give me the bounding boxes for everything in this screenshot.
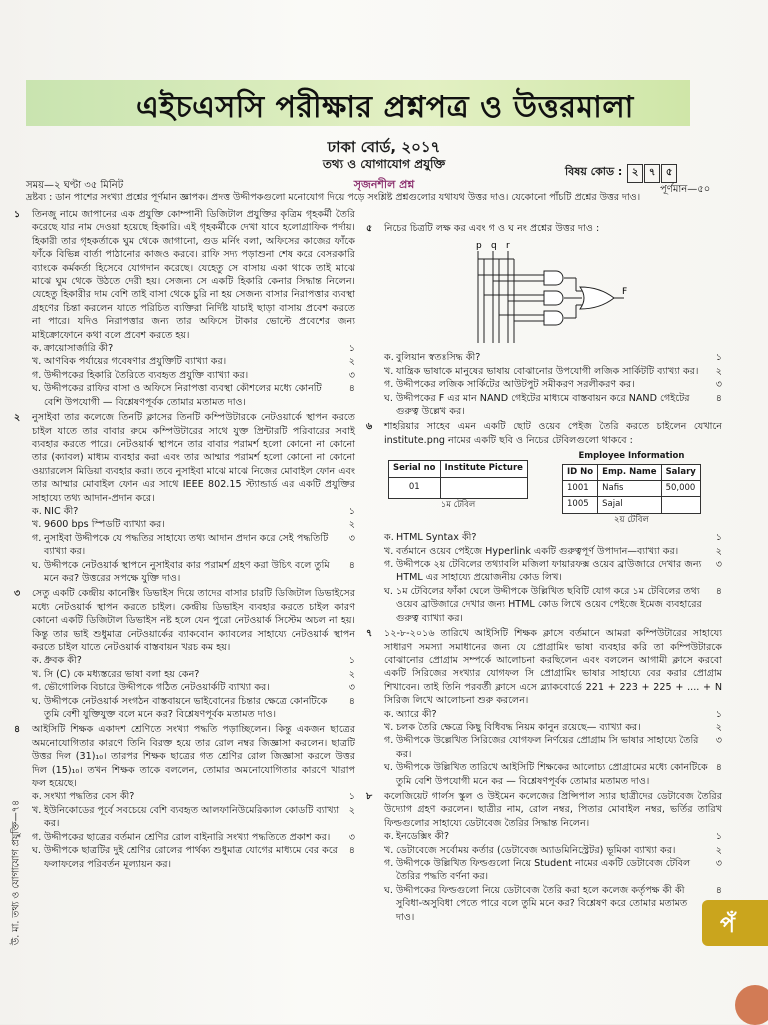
table-cell: Nafis [598, 481, 661, 497]
sub-question [384, 884, 722, 924]
table-cell [440, 477, 527, 498]
sub-question [384, 844, 722, 857]
logic-circuit-diagram [464, 239, 634, 347]
sub-label: খ. [384, 545, 394, 557]
sub-marks: ২ [715, 844, 722, 856]
sub-question [32, 342, 355, 355]
sub-marks: ৩ [348, 831, 355, 843]
sub-text: উদ্দীপকের লজিক সার্কিটের আউটপুট সমীকরণ সরলীকরণ কর। [396, 379, 635, 391]
sub-question [384, 545, 722, 558]
tables-area [384, 450, 722, 528]
sub-question [384, 531, 722, 544]
sub-marks: ২ [348, 519, 355, 531]
sub-label: ঘ. [384, 762, 393, 774]
sub-question [384, 708, 722, 721]
title-banner [26, 80, 690, 126]
board-year: ঢাকা বোর্ড, ২০১৭ [327, 138, 441, 156]
sub-question [384, 857, 722, 884]
sub-text: উদ্দীপকে নেটওয়ার্ক সংগঠন বাস্তবায়নে ভাইবোনের চিন্তার ক্ষেত্রে কোনটিকে তুমি বেশী যুক্তিযুক্ত বলে মনে কর? বিশ্লেষণপূর্বক মতামত দাও। [44, 695, 328, 721]
question-stem: তিনজু নামে জাপানের এক প্রযুক্তি কোম্পানী ডিজিটাল প্রযুক্তির কৃত্রিম গৃহকর্মী তৈরি করেছে যার নাম দেওয়া হয়েছে হিকারি। এই গৃহকর্মীকে দেখা যাবে হলোগ্রাফিক পর্দায়। হিকারী তার গৃহকর্তাকে ঘুম থেকে জাগানো, গুড মর্নিং বলা, অফিসের কাজের ফাঁকে ফাঁকে বিভিন্ন বার্তা পাঠানোর কাজও করবে। রাফি সদ্য পড়াশুনা শেষ করে বেসরকারি ব্যাংকে কর্মকর্তা হিসেবে যোগদান করেছে। যেহেতু সে বাসায় একা থাকে তাই মাঝে মাঝে ঘুম থেকে উঠতে দেরী হয়। সেজন্য সে একটি হিকারি কেনার সিদ্ধান্ত নিলেন। যেহেতু হিকারীর দাম বেশি তাই বাসা থেকে চুরি না হয় সেজন্য বাসার নিরাপত্তার ব্যবস্থা গ্রহণের চিন্তা করলেন যাতে পরিচিত ব্যক্তিরা নির্দিষ্ট যাচাই ছাড়া বাসায় প্রবেশ করতে না পারে। যদিও নিরাপত্তার জন্য তার অফিসে টাকার ভোল্টে প্রবেশের জন্য মাইক্রোফোনে কথা বলে প্রবেশ করতে হয়। [32, 209, 355, 341]
sub-label: খ. [32, 804, 42, 816]
sub-label: ঘ. [384, 392, 393, 404]
sub-question [32, 654, 355, 667]
input-label-q: q [491, 241, 497, 252]
sub-label: গ. [32, 532, 42, 544]
table-cell: 1001 [563, 481, 598, 497]
question-2 [10, 411, 355, 585]
table-header: Emp. Name [598, 464, 661, 480]
sub-label: গ. [384, 858, 394, 869]
sub-question [384, 351, 722, 364]
question-stem: আইসিটি শিক্ষক একাদশ শ্রেণিতে সংখ্যা পদ্ধতি পড়াচ্ছিলেন। কিন্তু একজন ছাত্রের অমনোযোগিতার কারণে তিনি বিরক্ত হয়ে তার রোল নম্বর জিজ্ঞাসা করলেন। ছাত্রটি উত্তর দিল (31)₁₀। তারপর শিক্ষক ছাত্রের গত শ্রেণির রোল জিজ্ঞাসা করলে উত্তর দিল (15)₁₀। তখন শিক্ষক তাকে বললেন, তোমার অমনোযোগিতার কারণে খারাপ ফল হয়েছে। [32, 724, 355, 790]
sub-label: গ. [384, 379, 394, 391]
sub-label: ঘ. [384, 585, 393, 597]
sub-label: গ. [384, 735, 394, 747]
sub-label: ঘ. [32, 383, 41, 395]
table-2-caption: ২য় টেবিল [614, 514, 649, 525]
sub-marks: ১ [348, 505, 355, 517]
sub-marks: ১ [715, 532, 722, 544]
sub-question [32, 369, 355, 382]
sub-text: উদ্দীপকের ছাত্রের বর্তমান শ্রেণির রোল বাইনারি সংখ্যা পদ্ধতিতে প্রকাশ কর। [44, 831, 331, 843]
question-stem: শাহরিয়ার সাহেব এমন একটি ছোট ওয়েব পেইজ তৈরি করতে চাইলেন যেখানে institute.png নামের একটি ছবি ও নিচের টেবিলগুলো থাকবে : [384, 421, 722, 446]
sub-marks: ২ [715, 545, 722, 557]
sub-text: নুসাইবা উদ্দীপকে যে পদ্ধতির সাহায্যে তথ্য আদান প্রদান করে সেই পদ্ধতিটি ব্যাখ্যা কর। [44, 532, 329, 558]
question-3 [10, 587, 355, 721]
sub-label: ক. [384, 532, 394, 544]
input-label-p: p [476, 241, 482, 252]
full-marks: পূর্ণমান—৫০ [660, 184, 711, 195]
code-digit: ৭ [644, 164, 660, 183]
sub-label: ঘ. [32, 845, 41, 857]
sub-text: উদ্দীপকে ২য় টেবিলের তথ্যাবলি মজিলা ফায়ারফক্স ওয়েব ব্রাউজারে দেখার জন্য HTML এর সাহায্যে প্রয়োজনীয় কোড লিখ। [396, 559, 702, 584]
sub-text: আণবিক পর্যায়ের গবেষণার প্রযুক্তিটি ব্যাখ্যা কর। [44, 356, 227, 368]
sub-question [384, 830, 722, 843]
sub-question [32, 831, 355, 844]
sub-question [32, 355, 355, 368]
table-1-wrap [388, 460, 528, 512]
sub-label: গ. [32, 369, 42, 381]
question-number: ১ [14, 209, 21, 220]
sub-text: সংখ্যা পদ্ধতির বেস কী? [44, 791, 135, 803]
question-6 [362, 420, 722, 625]
question-number: ৫ [366, 223, 373, 234]
sub-marks: ৩ [348, 532, 355, 544]
sub-marks: ২ [715, 721, 722, 733]
sub-text: উদ্দীপকের ফিল্ডগুলো নিয়ে ডেটাবেজ তৈরি করা হলে কলেজ কর্তৃপক্ষ কী কী সুবিধা-অসুবিধা পেতে পারে বলে তুমি মনে কর? বিশ্লেষণ করে তোমার মতামত দাও। [396, 884, 688, 923]
sub-label: গ. [32, 682, 42, 694]
sub-question [32, 790, 355, 803]
sub-question [32, 532, 355, 559]
sub-marks: ৪ [348, 845, 355, 857]
question-number: ৭ [366, 628, 373, 640]
sub-marks: ৪ [715, 392, 722, 404]
sub-text: বুলিয়ান স্বতঃসিদ্ধ কী? [396, 352, 481, 364]
table-2-wrap [562, 450, 701, 527]
sub-marks: ৩ [348, 682, 355, 694]
sub-text: উদ্দীপকে ছাত্রটির দুই শ্রেণির রোলের পার্থক্য শুধুমাত্র যোগের মাধ্যমে বের করে ফলাফলের পরিবর্তন মূল্যায়ন কর। [44, 845, 338, 870]
sub-marks: ১ [715, 831, 722, 843]
question-stem: ১২-৮-২০১৬ তারিখে আইসিটি শিক্ষক ক্লাসে বর্তমানে আমরা কম্পিউটারের সাহায্যে সাধারণ সমস্যা সমাধানের জন্য যে প্রোগ্রামিং ভাষা ব্যবহার করি তা কম্পিউটারকে বোঝানোর প্রোগ্রাম সম্পর্কে আলোচনা করছিলেন এবং বললেন আগামী ক্লাসে করবো একটি সিরিজের সংখ্যার যোগফল সি প্রোগ্রামিং ভাষার সাহায্যে বের করার প্রোগ্রাম শিখাবেন। তাই তিনি পরবর্তী ক্লাসে এসে ব্ল্যাকবোর্ডে 221 + 223 + 225 + .... + N সিরিজ লিখে আলোচনা শুরু করলেন। [384, 628, 722, 707]
sub-text: উদ্দীপকের রাফির বাসা ও অফিসে নিরাপত্তা ব্যবস্থা কৌশলের মধ্যে কোনটি বেশি উপযোগী — বিশ্লেষণপূর্বক তোমার মতামত দাও। [44, 383, 322, 408]
sub-marks: ১ [348, 343, 355, 355]
publisher-logo-icon: পঁ [702, 900, 768, 946]
input-label-r: r [506, 241, 510, 252]
sub-question [384, 392, 722, 419]
question-8 [362, 790, 722, 924]
sub-text: ধ্রুবক কী? [44, 655, 82, 667]
question-number: ৬ [366, 421, 373, 433]
sub-text: উদ্দীপকের হিকারি তৈরিতে ব্যবহৃত প্রযুক্তি ব্যাখ্যা কর। [44, 369, 249, 381]
sub-marks: ১ [715, 708, 722, 720]
sub-text: ইউনিকোডের পূর্বে সবচেয়ে বেশি ব্যবহৃত আলফানিউমেরিক্যাল কোডটি ব্যাখ্যা কর। [44, 804, 340, 830]
sub-text: উদ্দীপকের F এর মান NAND গেইটের মাধ্যমে বাস্তবায়ন করে NAND গেইটের গুরুত্ব উল্লেখ কর। [396, 392, 690, 418]
sub-label: ক. [384, 708, 394, 720]
sub-question [384, 721, 722, 734]
sub-text: HTML Syntax কী? [396, 532, 477, 544]
sub-question [32, 695, 355, 722]
table-header: ID No [563, 464, 598, 480]
output-label: F [622, 287, 628, 298]
sub-marks: ১ [348, 655, 355, 667]
sub-question [384, 365, 722, 378]
sub-question [384, 378, 722, 391]
sub-label: ক. [32, 791, 42, 803]
sub-label: ক. [32, 655, 42, 667]
question-stem: সেতু একটি কেন্দ্রীয় কানেক্টিং ডিভাইস দিয়ে তাদের বাসার চারটি ডিজিটাল ডিভাইসের মধ্যে নেটওয়ার্ক স্থাপন করতে চাইল। কেন্দ্রীয় ডিভাইস ব্যবহার করতে চাইল কারণ কোনো একটি ডিজিটাল ডিভাইস নষ্ট হলে যেন পুরো নেটওয়ার্ক সিস্টেম অচল না হয়। কিন্তু তার ভাই শুধুমাত্র নেটওয়ার্কের ব্যাকবোন ক্যাবলের সাহায্যে নেটওয়ার্ক স্থাপন করতে চাইল যাতে নেটওয়ার্ক বাস্তবায়ন খরচ কম হয়। [32, 588, 355, 653]
sub-text: উদ্দীপকে উল্লিখিত ফিল্ডগুলো নিয়ে Student নামের একটি ডেটাবেজ টেবিল তৈরির পদ্ধতি বর্ণনা কর। [396, 858, 691, 883]
question-4 [10, 723, 355, 870]
sub-label: ক. [32, 505, 42, 517]
sub-text: ভৌগোলিক বিচারে উদ্দীপকে গঠিত নেটওয়ার্কটি ব্যাখ্যা কর। [44, 682, 270, 694]
sub-text: উদ্দীপকে উল্লেখিত সিরিজের যোগফল নির্ণয়ের প্রোগ্রাম সি ভাষার সাহায্যে তৈরি কর। [396, 735, 699, 760]
sub-text: ১ম টেবিলের ফাঁকা ঘেলে উদ্দীপকে উল্লিখিত ছবিটি যোগ করে ১ম টেবিলের তথ্য ওয়েব ব্রাউজারে দেখার জন্য HTML কোড লিখে ওয়েব পেইজে ইমেজ ব্যবহারের গুরুত্ব ব্যাখ্যা কর। [396, 585, 702, 624]
sub-text: ক্রায়োসার্জারি কী? [44, 343, 114, 355]
sub-marks: ৩ [348, 369, 355, 381]
table-cell: 01 [389, 477, 441, 498]
sub-label: গ. [32, 831, 42, 843]
sub-marks: ২ [715, 365, 722, 377]
instruction: দ্রষ্টব্য : ডান পাশের সংখ্যা প্রশ্নের পূর্ণমান জ্ঞাপক। প্রদত্ত উদ্দীপকগুলো মনোযোগ দিয়ে পড়ে সংশ্লিষ্ট প্রশ্নগুলোর যথাযথ উত্তর দাও। যেকোনো পাঁচটি প্রশ্নের উত্তর দাও। [26, 192, 641, 203]
sub-label: ঘ. [384, 884, 393, 896]
table-2 [562, 464, 701, 514]
table-header: Salary [661, 464, 700, 480]
sub-label: খ. [384, 721, 394, 733]
question-stem: কলেজিয়েট গার্লস স্কুল ও উইমেন কলেজের প্রিন্সিপাল স্যার ছাত্রীদের ডেটাবেজ তৈরির উদ্যোগ গ্রহণ করলেন। ছাত্রীর নাম, রোল নম্বর, পিতার মোবাইল নম্বর, ভর্তির তারিখ ফিল্ডগুলোর সাহায্যে ডেটাবেজ তৈরির সিদ্ধান্ত নিলেন। [384, 790, 722, 829]
sub-label: ক. [32, 343, 42, 355]
sub-text: সি (C) কে মধ্যস্তরের ভাষা বলা হয় কেন? [44, 668, 200, 680]
sub-marks: ২ [348, 804, 355, 816]
sub-question [32, 505, 355, 518]
sub-marks: ৪ [348, 383, 355, 395]
sub-marks: ৪ [715, 585, 722, 597]
question-number: ৪ [14, 724, 21, 736]
question-number: ৩ [14, 588, 21, 600]
table-cell: 1005 [563, 497, 598, 513]
question-5 [362, 222, 722, 418]
question-stem: নুসাইবা তার কলেজে তিনটি ক্লাসের তিনটি কম্পিউটারকে নেটওয়ার্কে স্থাপন করতে চাইল যাতে তার বাবার রুমে কম্পিউটারের সাথে যুক্ত প্রিন্টারটি পরিবারের সবাই ব্যবহার করতে পারে। নেটওয়ার্ক স্থাপনে তার বাবার পরামর্শ হলো কোনো না কোনো তার (ক্যাবল) মাধ্যম ব্যবহার করা এবং তার আম্মার পরামর্শ হলো কোনো না কোনো ওয়্যারলেস মিডিয়া ব্যবহার করা। তবে নুসাইবা মাঝে মাঝে নিজের মোবাইল ফোন এবং তার আম্মার মোবাইল ফোন এর সাথে IEEE 802.15 স্ট্যান্ডার্ড এর একটি প্রযুক্তির সাহায্যে তথ্য আদান-প্রদান করে। [32, 412, 355, 504]
question-number: ৮ [366, 790, 373, 802]
table-header: Serial no [389, 461, 441, 477]
code-digit: ২ [627, 164, 643, 183]
sub-label: খ. [32, 356, 42, 368]
sub-text: NIC কী? [44, 505, 79, 517]
subject-title: তথ্য ও যোগাযোগ প্রযুক্তি [322, 157, 446, 171]
sub-marks: ৪ [715, 884, 722, 896]
sub-label: ঘ. [32, 695, 41, 707]
sub-marks: ৩ [715, 379, 722, 391]
sub-text: ইনডেক্সিং কী? [396, 831, 450, 843]
table-1 [388, 460, 528, 498]
sub-question [32, 804, 355, 831]
sub-question [384, 558, 722, 585]
table-cell: 50,000 [661, 481, 700, 497]
sub-label: ক. [384, 831, 394, 843]
side-label-text: উ. মা. তথ্য ও যোগাযোগ প্রযুক্তি—৭৪ [10, 799, 22, 946]
table-cell: Sajal [598, 497, 661, 513]
sub-marks: ১ [715, 352, 722, 364]
exam-time: সময়—২ ঘণ্টা ৩৫ মিনিট [26, 180, 124, 191]
subject-code [565, 163, 677, 183]
subject-code-label: বিষয় কোড : [565, 165, 623, 178]
sub-question [32, 518, 355, 531]
sub-question [32, 844, 355, 871]
sub-question [32, 382, 355, 409]
page-side-label [2, 760, 22, 990]
question-number: ২ [14, 412, 21, 424]
sub-text: উদ্দীপকে উল্লিখিত তারিখে আইসিটি শিক্ষকের আলোচ্য প্রোগ্রামের মধ্যে কোনটিকে তুমি বেশি উপযোগী মনে কর — বিশ্লেষণপূর্বক তোমার মতামত দাও। [396, 762, 708, 787]
question-1 [10, 208, 355, 409]
question-stem: নিচের চিত্রটি লক্ষ কর এবং গ ও ঘ নং প্রশ্নের উত্তর দাও : [384, 223, 600, 234]
right-column [362, 222, 722, 926]
sub-marks: ২ [348, 356, 355, 368]
sub-question [384, 761, 722, 788]
sub-text: 9600 bps স্পিডটি ব্যাখ্যা কর। [44, 519, 165, 531]
sub-text: যান্ত্রিক ভাষাকে মানুষের ভাষায় বোঝানোর উপযোগী লজিক সার্কিটটি ব্যাখ্যা কর। [396, 365, 699, 377]
sub-text: ডেটাবেজে সর্বোময় কর্তার (ডেটাবেজ অ্যাডমিনিস্ট্রেটর) ভূমিকা ব্যাখ্যা কর। [396, 844, 676, 856]
sub-text: চলক তৈরি ক্ষেত্রে কিছু বিধিবদ্ধ নিয়ম কানুন রয়েছে— ব্যাখ্যা কর। [396, 721, 641, 733]
sub-marks: ২ [348, 668, 355, 680]
sub-marks: ১ [348, 791, 355, 803]
banner-title: এইচএসসি পরীক্ষার প্রশ্নপত্র ও উত্তরমালা [136, 90, 634, 125]
sub-label: খ. [32, 519, 42, 531]
code-digit: ৫ [661, 164, 677, 183]
table-2-title: Employee Information [578, 451, 685, 462]
sub-marks: ৪ [715, 762, 722, 774]
left-column [10, 208, 355, 873]
sub-text: উদ্দীপকে নেটওয়ার্ক স্থাপনে নুসাইবার কার পরামর্শ গ্রহণ করা উচিৎ বলে তুমি মনে কর? উত্তরের সপক্ষে যুক্তি দাও। [44, 559, 330, 584]
question-7 [362, 627, 722, 788]
sub-question [32, 681, 355, 694]
sub-marks: ৩ [715, 858, 722, 869]
sub-question [32, 668, 355, 681]
sub-text: বর্তমানে ওয়েব পেইজে Hyperlink একটি গুরুত্বপূর্ণ উপাদান—ব্যাখ্যা কর। [396, 545, 679, 557]
sub-label: ক. [384, 352, 394, 364]
sub-marks: ৪ [348, 559, 355, 571]
sub-label: ঘ. [32, 559, 41, 571]
sub-marks: ৩ [715, 735, 722, 747]
section-title: সৃজনশীল প্রশ্ন [353, 178, 415, 191]
table-1-caption: ১ম টেবিল [440, 499, 476, 510]
table-header: Institute Picture [440, 461, 527, 477]
sub-question [384, 585, 722, 625]
sub-marks: ৪ [348, 695, 355, 707]
sub-label: খ. [384, 844, 394, 856]
sub-text: অ্যারে কী? [396, 708, 437, 720]
sub-label: খ. [384, 365, 394, 377]
thumb-corner [735, 985, 768, 1025]
sub-label: গ. [384, 559, 394, 571]
sub-marks: ৩ [715, 559, 722, 571]
table-cell [661, 497, 700, 513]
sub-question [384, 734, 722, 761]
sub-question [32, 559, 355, 586]
sub-label: খ. [32, 668, 42, 680]
